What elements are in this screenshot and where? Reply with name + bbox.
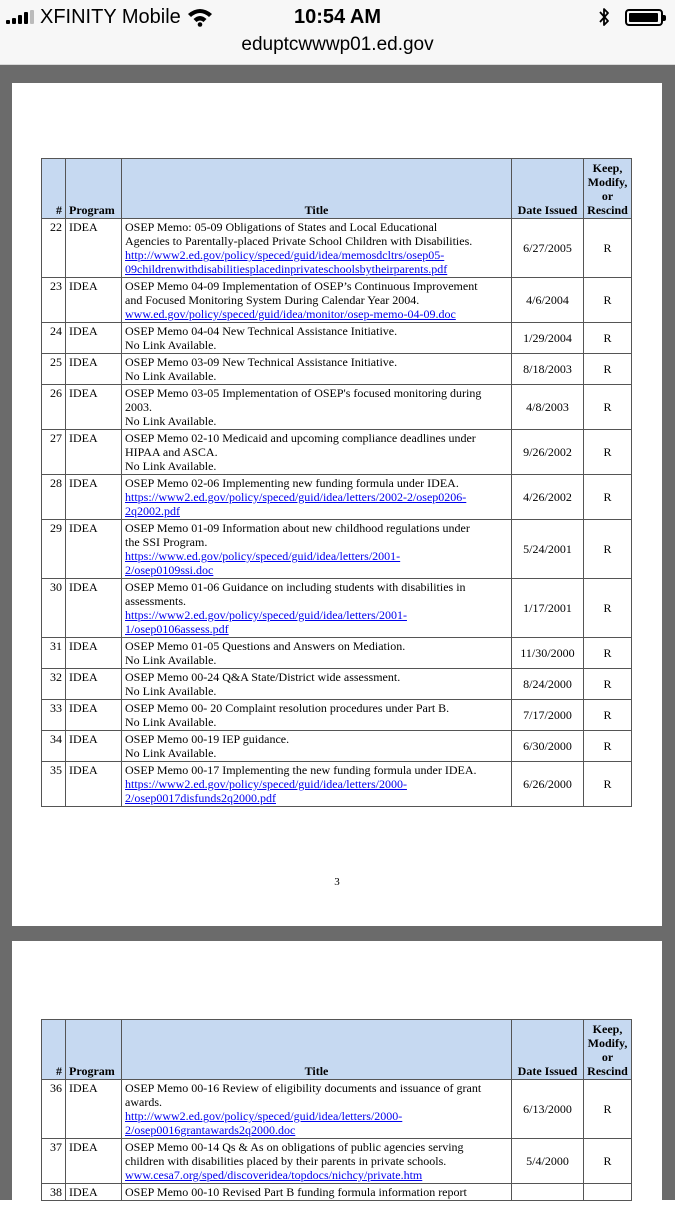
row-title <box>122 669 512 700</box>
row-program: IDEA <box>66 762 122 807</box>
row-number: 22 <box>42 219 66 278</box>
row-title <box>122 385 512 430</box>
row-number: 28 <box>42 475 66 520</box>
table-row <box>42 638 632 669</box>
row-title <box>122 731 512 762</box>
header-title: Title <box>122 159 512 219</box>
row-program: IDEA <box>66 354 122 385</box>
row-number: 34 <box>42 731 66 762</box>
row-program: IDEA <box>66 385 122 430</box>
row-keep-modify-rescind: R <box>584 700 632 731</box>
row-date-issued: 11/30/2000 <box>512 638 584 669</box>
row-program: IDEA <box>66 219 122 278</box>
title-line: children with disabilities placed by their parents in private schools. <box>125 1154 447 1168</box>
document-link[interactable]: www.ed.gov/policy/speced/guid/idea/monitor/osep-memo-04-09.doc <box>125 307 456 321</box>
row-date-issued: 6/13/2000 <box>512 1080 584 1139</box>
row-keep-modify-rescind: R <box>584 520 632 579</box>
document-link[interactable]: 2q2002.pdf <box>125 504 180 518</box>
battery-icon <box>625 9 663 26</box>
row-keep-modify-rescind: R <box>584 731 632 762</box>
row-title <box>122 700 512 731</box>
header-number: # <box>42 159 66 219</box>
title-line: OSEP Memo 03-05 Implementation of OSEP's focused monitoring during <box>125 386 482 400</box>
row-number: 32 <box>42 669 66 700</box>
row-keep-modify-rescind: R <box>584 669 632 700</box>
row-keep-modify-rescind: R <box>584 1080 632 1139</box>
title-line: OSEP Memo 00-16 Review of eligibility documents and issuance of grant <box>125 1081 482 1095</box>
document-link[interactable]: https://www.ed.gov/policy/speced/guid/idea/letters/2001- <box>125 549 401 563</box>
header-date-issued: Date Issued <box>512 1020 584 1080</box>
row-program: IDEA <box>66 1184 122 1201</box>
title-line: No Link Available. <box>125 653 217 667</box>
document-link[interactable]: 1/osep0106assess.pdf <box>125 622 229 636</box>
bluetooth-icon <box>597 7 611 27</box>
row-title <box>122 1184 512 1201</box>
table-row <box>42 323 632 354</box>
row-number: 33 <box>42 700 66 731</box>
document-link[interactable]: 09childrenwithdisabilitiesplacedinprivateschoolsbytheirparents.pdf <box>125 262 448 276</box>
row-date-issued: 6/26/2000 <box>512 762 584 807</box>
title-line: OSEP Memo 01-06 Guidance on including students with disabilities in <box>125 580 466 594</box>
row-title <box>122 323 512 354</box>
title-line: OSEP Memo 01-05 Questions and Answers on Mediation. <box>125 639 406 653</box>
title-line: assessments. <box>125 594 186 608</box>
row-program: IDEA <box>66 323 122 354</box>
title-line: No Link Available. <box>125 338 217 352</box>
row-program: IDEA <box>66 278 122 323</box>
document-link[interactable]: https://www2.ed.gov/policy/speced/guid/idea/letters/2000- <box>125 777 407 791</box>
table-row <box>42 1184 632 1201</box>
row-title <box>122 1080 512 1139</box>
row-title <box>122 430 512 475</box>
row-title <box>122 1139 512 1184</box>
row-title <box>122 638 512 669</box>
table-row <box>42 475 632 520</box>
header-keep-modify-rescind: Keep, Modify, or Rescind <box>584 159 632 219</box>
table-row <box>42 278 632 323</box>
header-keep-modify-rescind: Keep, Modify, or Rescind <box>584 1020 632 1080</box>
title-line: HIPAA and ASCA. <box>125 445 218 459</box>
status-right <box>597 6 663 28</box>
row-date-issued: 1/29/2004 <box>512 323 584 354</box>
table-row <box>42 1139 632 1184</box>
title-line: OSEP Memo 00-19 IEP guidance. <box>125 732 290 746</box>
row-keep-modify-rescind: R <box>584 475 632 520</box>
document-link[interactable]: 2/osep0016grantawards2q2000.doc <box>125 1123 296 1137</box>
header-program: Program <box>66 1020 122 1080</box>
table-row <box>42 669 632 700</box>
status-time: 10:54 AM <box>293 6 382 28</box>
row-number: 35 <box>42 762 66 807</box>
table-body <box>42 1080 632 1201</box>
carrier-name: XFINITY Mobile <box>40 5 181 28</box>
row-program: IDEA <box>66 1139 122 1184</box>
header-program: Program <box>66 159 122 219</box>
title-line: OSEP Memo 03-09 New Technical Assistance Initiative. <box>125 355 398 369</box>
row-keep-modify-rescind: R <box>584 638 632 669</box>
table-header-row <box>42 1020 632 1080</box>
row-number: 24 <box>42 323 66 354</box>
row-title <box>122 579 512 638</box>
row-program: IDEA <box>66 579 122 638</box>
title-line: No Link Available. <box>125 746 217 760</box>
title-line: No Link Available. <box>125 369 217 383</box>
title-line: OSEP Memo 00-14 Qs & As on obligations of public agencies serving <box>125 1140 464 1154</box>
row-title <box>122 278 512 323</box>
row-keep-modify-rescind: R <box>584 762 632 807</box>
row-keep-modify-rescind: R <box>584 430 632 475</box>
row-number: 36 <box>42 1080 66 1139</box>
title-line: OSEP Memo 00-17 Implementing the new funding formula under IDEA. <box>125 763 477 777</box>
row-keep-modify-rescind: R <box>584 219 632 278</box>
document-link[interactable]: 2/osep0017disfunds2q2000.pdf <box>125 791 276 805</box>
row-date-issued: 4/8/2003 <box>512 385 584 430</box>
row-date-issued: 5/4/2000 <box>512 1139 584 1184</box>
table-row <box>42 579 632 638</box>
row-number: 38 <box>42 1184 66 1201</box>
row-program: IDEA <box>66 520 122 579</box>
row-number: 26 <box>42 385 66 430</box>
table-row <box>42 520 632 579</box>
row-program: IDEA <box>66 430 122 475</box>
document-link[interactable]: http://www2.ed.gov/policy/speced/guid/idea/letters/2000- <box>125 1109 403 1123</box>
table-row <box>42 700 632 731</box>
title-line: OSEP Memo 00-10 Revised Part B funding formula information report <box>125 1185 467 1199</box>
row-number: 37 <box>42 1139 66 1184</box>
title-line: OSEP Memo 01-09 Information about new childhood regulations under <box>125 521 470 535</box>
row-number: 30 <box>42 579 66 638</box>
title-line: OSEP Memo 02-10 Medicaid and upcoming compliance deadlines under <box>125 431 476 445</box>
title-line: OSEP Memo 00- 20 Complaint resolution procedures under Part B. <box>125 701 450 715</box>
title-line: OSEP Memo 04-09 Implementation of OSEP’s Continuous Improvement <box>125 279 478 293</box>
title-line: 2003. <box>125 400 152 414</box>
document-link[interactable]: www.cesa7.org/sped/discoveridea/topdocs/nichcy/private.htm <box>125 1168 423 1182</box>
page-number: 3 <box>334 876 340 888</box>
row-program: IDEA <box>66 669 122 700</box>
row-number: 31 <box>42 638 66 669</box>
row-date-issued: 7/17/2000 <box>512 700 584 731</box>
title-line: No Link Available. <box>125 459 217 473</box>
row-program: IDEA <box>66 700 122 731</box>
table-body <box>42 219 632 807</box>
row-keep-modify-rescind <box>584 1184 632 1201</box>
memo-table <box>41 1019 632 1201</box>
title-line: OSEP Memo 02-06 Implementing new funding formula under IDEA. <box>125 476 459 490</box>
table-row <box>42 385 632 430</box>
title-line: awards. <box>125 1095 162 1109</box>
title-line: No Link Available. <box>125 715 217 729</box>
row-keep-modify-rescind: R <box>584 323 632 354</box>
document-link[interactable]: https://www2.ed.gov/policy/speced/guid/idea/letters/2001- <box>125 608 407 622</box>
row-keep-modify-rescind: R <box>584 354 632 385</box>
title-line: OSEP Memo: 05-09 Obligations of States and Local Educational <box>125 220 438 234</box>
title-line: Agencies to Parentally-placed Private School Children with Disabilities. <box>125 234 473 248</box>
row-date-issued: 4/6/2004 <box>512 278 584 323</box>
row-program: IDEA <box>66 475 122 520</box>
row-title <box>122 520 512 579</box>
row-title <box>122 219 512 278</box>
table-row <box>42 354 632 385</box>
row-program: IDEA <box>66 731 122 762</box>
document-page <box>12 941 662 1211</box>
row-number: 27 <box>42 430 66 475</box>
table-row <box>42 430 632 475</box>
title-line: the SSI Program. <box>125 535 208 549</box>
row-date-issued <box>512 1184 584 1201</box>
header-date-issued: Date Issued <box>512 159 584 219</box>
table-header-row <box>42 159 632 219</box>
document-viewer[interactable] <box>0 65 675 1200</box>
row-number: 23 <box>42 278 66 323</box>
row-date-issued: 6/27/2005 <box>512 219 584 278</box>
row-number: 25 <box>42 354 66 385</box>
row-keep-modify-rescind: R <box>584 579 632 638</box>
row-title <box>122 762 512 807</box>
row-program: IDEA <box>66 638 122 669</box>
url-bar[interactable] <box>0 30 675 65</box>
row-number: 29 <box>42 520 66 579</box>
memo-table <box>41 158 632 807</box>
row-date-issued: 8/24/2000 <box>512 669 584 700</box>
table-row <box>42 1080 632 1139</box>
title-line: No Link Available. <box>125 414 217 428</box>
row-date-issued: 4/26/2002 <box>512 475 584 520</box>
document-link[interactable]: http://www2.ed.gov/policy/speced/guid/idea/memosdcltrs/osep05- <box>125 248 445 262</box>
url-text: eduptcwwwp01.ed.gov <box>241 34 434 55</box>
document-page <box>12 83 662 926</box>
row-keep-modify-rescind: R <box>584 385 632 430</box>
table-row <box>42 731 632 762</box>
row-title <box>122 475 512 520</box>
title-line: OSEP Memo 00-24 Q&A State/District wide assessment. <box>125 670 401 684</box>
battery-fill <box>629 13 658 22</box>
table-row <box>42 762 632 807</box>
row-keep-modify-rescind: R <box>584 1139 632 1184</box>
title-line: No Link Available. <box>125 684 217 698</box>
row-date-issued: 8/18/2003 <box>512 354 584 385</box>
row-date-issued: 6/30/2000 <box>512 731 584 762</box>
title-line: and Focused Monitoring System During Calendar Year 2004. <box>125 293 420 307</box>
row-date-issued: 1/17/2001 <box>512 579 584 638</box>
row-program: IDEA <box>66 1080 122 1139</box>
header-title: Title <box>122 1020 512 1080</box>
row-title <box>122 354 512 385</box>
row-keep-modify-rescind: R <box>584 278 632 323</box>
title-line: OSEP Memo 04-04 New Technical Assistance Initiative. <box>125 324 398 338</box>
document-link[interactable]: 2/osep0109ssi.doc <box>125 563 214 577</box>
row-date-issued: 9/26/2002 <box>512 430 584 475</box>
row-date-issued: 5/24/2001 <box>512 520 584 579</box>
table-row <box>42 219 632 278</box>
document-link[interactable]: https://www2.ed.gov/policy/speced/guid/idea/letters/2002-2/osep0206- <box>125 490 467 504</box>
header-number: # <box>42 1020 66 1080</box>
